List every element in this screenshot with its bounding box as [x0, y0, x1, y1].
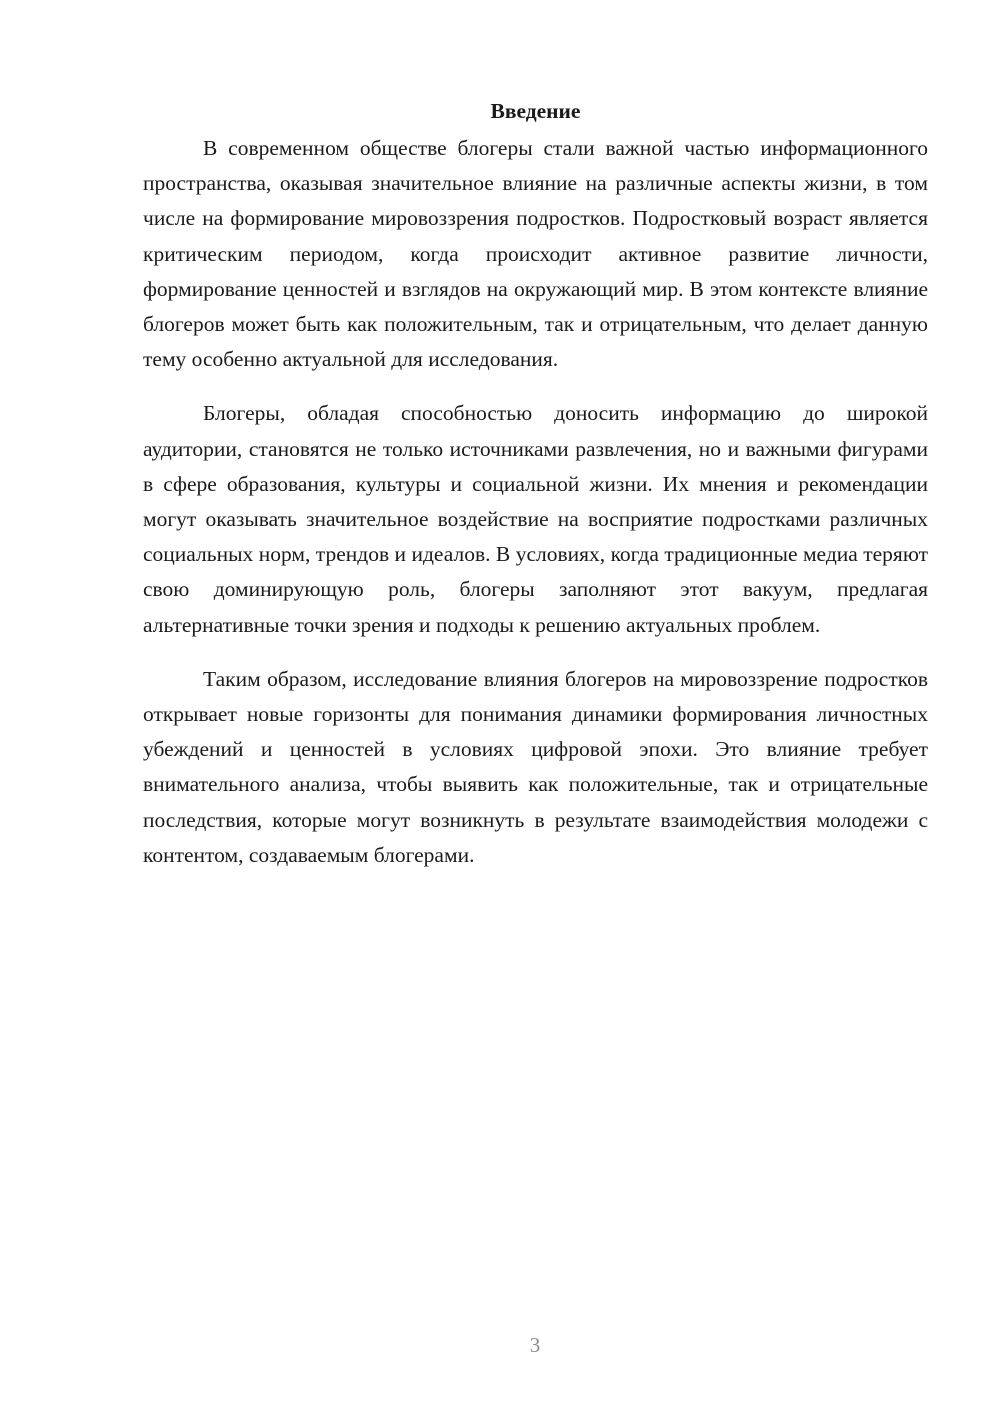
paragraph-3: Таким образом, исследование влияния блогеров на мировоззрение подростков открывает новые горизонты для понимания динамики формирования личностных убеждений и ценностей в условиях цифровой эпохи. Это влияние требует внимательного анализа, чтобы выявить как положительные, так и отрицательные последствия, которые могут возникнуть в результате взаимодействия молодежи с контентом, создаваемым блогерами. [143, 666, 928, 867]
page-number: 3 [529, 1333, 541, 1357]
paragraph-1: В современном обществе блогеры стали важной частью информационного пространства, оказывая значительное влияние на различные аспекты жизни, в том числе на формирование мировоззрения подростков. Подростковый возраст является критическим периодом, когда происходит активное развитие личности, формирование ценностей и взглядов на окружающий мир. В этом контексте влияние блогеров может быть как положительным, так и отрицательным, что делает данную тему особенно актуальной для исследования. [143, 136, 928, 372]
paragraph-2: Блогеры, обладая способностью доносить информацию до широкой аудитории, становятся не только источниками развлечения, но и важными фигурами в сфере образования, культуры и социальной жизни. Их мнения и рекомендации могут оказывать значительное воздействие на восприятие подростками различных социальных норм, трендов и идеалов. В условиях, когда традиционные медиа теряют свою доминирующую роль, блогеры заполняют этот вакуум, предлагая альтернативные точки зрения и подходы к решению актуальных проблем. [143, 401, 928, 637]
section-heading: Введение [490, 99, 581, 123]
page-content [143, 94, 928, 873]
